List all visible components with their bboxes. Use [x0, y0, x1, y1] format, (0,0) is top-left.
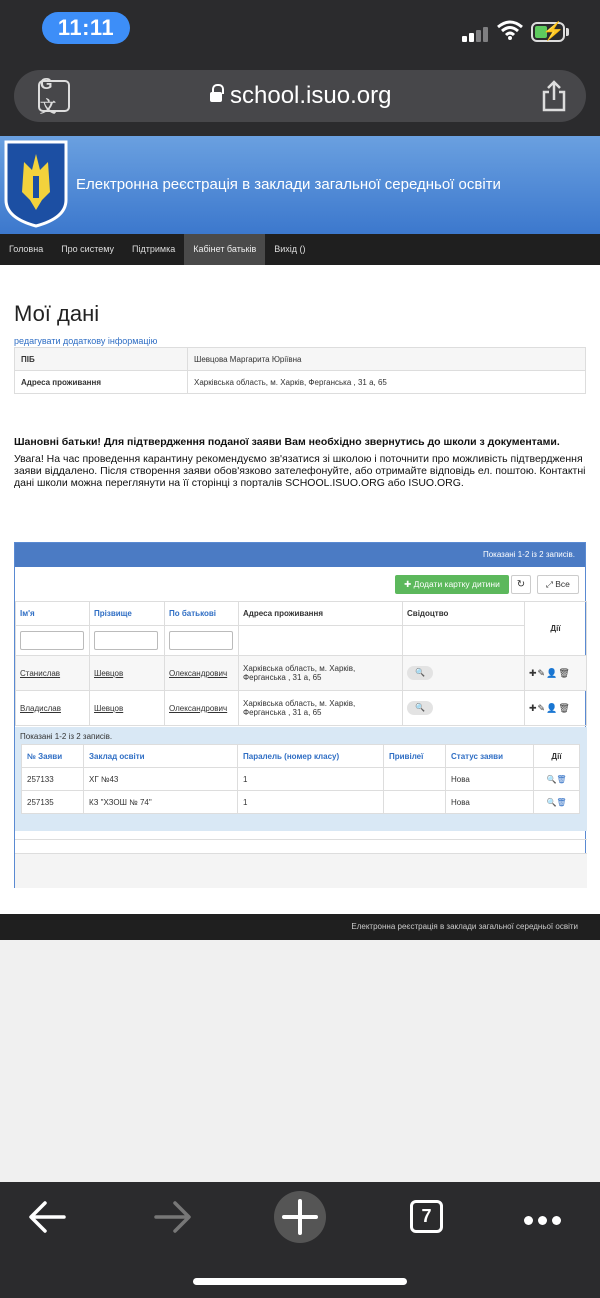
- cellular-signal-icon: [462, 24, 490, 42]
- trash-icon[interactable]: 🗑: [556, 774, 567, 784]
- app-privileges: [384, 768, 446, 791]
- show-all-label: Все: [555, 579, 570, 589]
- site-banner: [0, 136, 600, 234]
- wifi-icon: [497, 20, 523, 40]
- children-header-row: [16, 602, 587, 626]
- panel-divider: [15, 839, 587, 851]
- tabs-button[interactable]: 7: [410, 1200, 443, 1233]
- profile-value: Шевцова Маргарита Юріївна: [188, 348, 586, 371]
- more-options-icon[interactable]: [524, 1212, 566, 1230]
- trash-icon[interactable]: 🗑: [558, 702, 571, 713]
- edit-info-link[interactable]: редагувати додаткову інформацію: [14, 336, 158, 346]
- col-surname[interactable]: Прізвище: [90, 602, 165, 626]
- app-status: Нова: [446, 768, 534, 791]
- search-icon[interactable]: 🔍: [546, 797, 557, 807]
- nav-about[interactable]: Про систему: [61, 244, 115, 254]
- notice-line-1: Шановні батьки! Для підтвердження поданої заяви Вам необхідно звернутись до школи з документами.: [14, 436, 560, 448]
- edit-icon[interactable]: ✎: [537, 667, 547, 678]
- profile-label: ПІБ: [15, 348, 188, 371]
- page-background: [0, 940, 600, 1182]
- back-arrow-icon[interactable]: [28, 1200, 66, 1234]
- url-text: school.isuo.org: [230, 82, 392, 109]
- new-tab-button[interactable]: [274, 1191, 326, 1243]
- child-name[interactable]: Владислав: [16, 691, 90, 726]
- trash-icon[interactable]: 🗑: [556, 797, 567, 807]
- child-surname[interactable]: Шевцов: [90, 656, 165, 691]
- child-address: Харківська область, м. Харків, Ферганська , 31 а, 65: [239, 656, 403, 691]
- browser-toolbar: [0, 1182, 600, 1298]
- children-summary: Показані 1-2 із 2 записів.: [15, 543, 585, 567]
- col-name[interactable]: Ім'я: [16, 602, 90, 626]
- app-school: КЗ "ХЗОШ № 74": [84, 791, 238, 814]
- add-child-card-label: Додати картку дитини: [413, 579, 500, 589]
- home-indicator[interactable]: [193, 1278, 407, 1285]
- applications-section: [15, 727, 587, 831]
- profile-value: Харківська область, м. Харків, Ферганська , 31 а, 65: [188, 371, 586, 394]
- col-status[interactable]: Статус заяви: [446, 745, 534, 768]
- app-actions: [534, 791, 580, 814]
- plus-icon: ✚: [404, 579, 412, 589]
- patronymic-filter-input[interactable]: [169, 631, 233, 650]
- row-actions: [525, 656, 587, 691]
- show-all-button[interactable]: [537, 575, 579, 594]
- certificate-cell: [403, 656, 525, 691]
- table-row: [22, 768, 580, 791]
- applications-summary: Показані 1-2 із 2 записів.: [20, 732, 113, 741]
- profile-row: [15, 371, 586, 394]
- forward-arrow-icon[interactable]: [154, 1200, 192, 1234]
- site-footer: Електронна реєстрація в заклади загальної середньої освіти: [0, 914, 600, 940]
- view-certificate-search-icon[interactable]: 🔍: [407, 666, 433, 680]
- filter-cell: [90, 626, 165, 656]
- filter-row: [16, 626, 587, 656]
- surname-filter-input[interactable]: [94, 631, 158, 650]
- notice-block: [14, 436, 586, 489]
- filter-cell: [403, 626, 525, 656]
- notice-line-2: Увага! На час проведення карантину рекомендуємо зв'язатися зі школою і поточнити про можливість підтвердження заяви віддалено. Після створення заяви обов'язково зателефонуйте, або отримайте відповідь ел. поштою. Контактні дані школи можна переглянути на її сторінці з порталів SCHOOL.ISUO.ORG або ISUO.ORG.: [14, 453, 586, 489]
- app-number: 257133: [22, 768, 84, 791]
- applications-table: [21, 744, 580, 814]
- app-school: ХГ №43: [84, 768, 238, 791]
- col-app-actions: Дії: [534, 745, 580, 768]
- translate-icon[interactable]: G文: [38, 80, 70, 112]
- table-row: [22, 791, 580, 814]
- app-grade: 1: [238, 768, 384, 791]
- profile-row: [15, 348, 586, 371]
- filter-cell: [16, 626, 90, 656]
- child-name[interactable]: Станислав: [16, 656, 90, 691]
- col-actions: Дії: [525, 602, 587, 656]
- plus-icon: [274, 1191, 326, 1243]
- web-page: [0, 136, 600, 1182]
- trash-icon[interactable]: 🗑: [558, 667, 571, 678]
- user-icon[interactable]: 👤: [546, 702, 559, 713]
- child-address: Харківська область, м. Харків, Ферганська , 31 а, 65: [239, 691, 403, 726]
- share-icon[interactable]: [540, 80, 568, 112]
- app-number: 257135: [22, 791, 84, 814]
- search-icon[interactable]: 🔍: [546, 774, 557, 784]
- filter-cell: [239, 626, 403, 656]
- col-grade[interactable]: Паралель (номер класу): [238, 745, 384, 768]
- app-privileges: [384, 791, 446, 814]
- col-school[interactable]: Заклад освіти: [84, 745, 238, 768]
- col-app-number[interactable]: № Заяви: [22, 745, 84, 768]
- filter-cell: [165, 626, 239, 656]
- applications-header-row: [22, 745, 580, 768]
- name-filter-input[interactable]: [20, 631, 84, 650]
- nav-parent-cabinet[interactable]: Кабінет батьків: [184, 234, 265, 265]
- child-patronymic[interactable]: Олександрович: [165, 656, 239, 691]
- status-time[interactable]: 11:11: [42, 12, 130, 44]
- nav-home[interactable]: Головна: [9, 244, 44, 254]
- col-certificate: Свідоцтво: [403, 602, 525, 626]
- address-bar[interactable]: [14, 70, 586, 122]
- app-actions: [534, 768, 580, 791]
- child-patronymic[interactable]: Олександрович: [165, 691, 239, 726]
- table-row: [16, 691, 587, 726]
- refresh-icon[interactable]: ↻: [511, 575, 531, 594]
- profile-table: [14, 347, 586, 394]
- nav-logout[interactable]: Вихід (): [274, 244, 306, 254]
- add-icon[interactable]: ✚: [529, 667, 538, 678]
- edit-icon[interactable]: ✎: [537, 702, 547, 713]
- app-grade: 1: [238, 791, 384, 814]
- children-panel: [14, 542, 586, 888]
- add-child-card-button[interactable]: [395, 575, 509, 594]
- children-table: [15, 601, 587, 726]
- url-display[interactable]: [210, 82, 391, 110]
- col-address: Адреса проживання: [239, 602, 403, 626]
- banner-title: Електронна реєстрація в заклади загальної середньої освіти: [76, 176, 501, 193]
- col-privileges[interactable]: Привілеї: [384, 745, 446, 768]
- table-row: [16, 656, 587, 691]
- certificate-cell: [403, 691, 525, 726]
- profile-label: Адреса проживання: [15, 371, 188, 394]
- expand-icon: ⤢: [546, 579, 553, 589]
- col-patronymic[interactable]: По батькові: [165, 602, 239, 626]
- panel-footer: [15, 853, 587, 888]
- row-actions: [525, 691, 587, 726]
- nav-support[interactable]: Підтримка: [132, 244, 176, 254]
- battery-icon: ⚡: [531, 22, 565, 42]
- add-icon[interactable]: ✚: [529, 702, 538, 713]
- child-surname[interactable]: Шевцов: [90, 691, 165, 726]
- battery-cap: [566, 28, 569, 36]
- app-status: Нова: [446, 791, 534, 814]
- user-icon[interactable]: 👤: [546, 667, 559, 678]
- view-certificate-search-icon[interactable]: 🔍: [407, 701, 433, 715]
- coat-of-arms-icon: [4, 140, 68, 228]
- status-bar: [0, 0, 600, 56]
- main-nav: [0, 234, 600, 265]
- lock-icon: [210, 90, 222, 104]
- page-title: Мої дані: [14, 301, 100, 326]
